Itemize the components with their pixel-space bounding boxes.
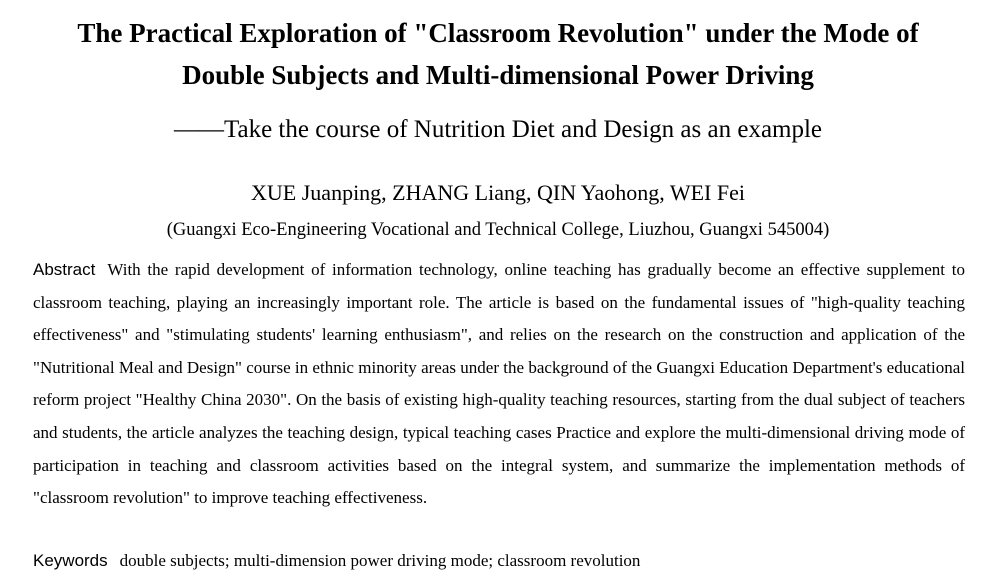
paper-title-line2: Double Subjects and Multi-dimensional Power Driving: [182, 60, 814, 90]
paper-title-line1: The Practical Exploration of "Classroom Revolution" under the Mode of: [77, 18, 919, 48]
keywords-text: double subjects; multi-dimension power driving mode; classroom revolution: [119, 551, 641, 570]
affiliation: (Guangxi Eco-Engineering Vocational and Technical College, Liuzhou, Guangxi 545004): [166, 220, 830, 240]
abstract-text: With the rapid development of information technology, online teaching has gradually become an effective supplement to classroom teaching, playing an increasingly important role. The article is based on the fundamental issues of "high-quality teaching effectiveness" and "stimulating students' learning enthusiasm", and relies on the research on the construction and application of the "Nutritional Meal and Design" course in ethnic minority areas under the background of the Guangxi Education Department's educational reform project "Healthy China 2030". On the basis of existing high-quality teaching resources, starting from the dual subject of teachers and students, the article analyzes the teaching design, typical teaching cases Practice and explore the multi-dimensional driving mode of participation in teaching and classroom activities based on the integral system, and summarize the implementation methods of "classroom revolution" to improve teaching effectiveness.: [33, 260, 965, 508]
abstract-label: Abstract: [33, 260, 96, 279]
keywords-label: Keywords: [33, 551, 108, 570]
paper-subtitle: ——Take the course of Nutrition Diet and Design as an example: [173, 116, 823, 143]
author-list: XUE Juanping, ZHANG Liang, QIN Yaohong, WEI Fei: [251, 180, 745, 205]
keywords-paragraph: [33, 546, 965, 576]
abstract-paragraph: [33, 254, 965, 515]
